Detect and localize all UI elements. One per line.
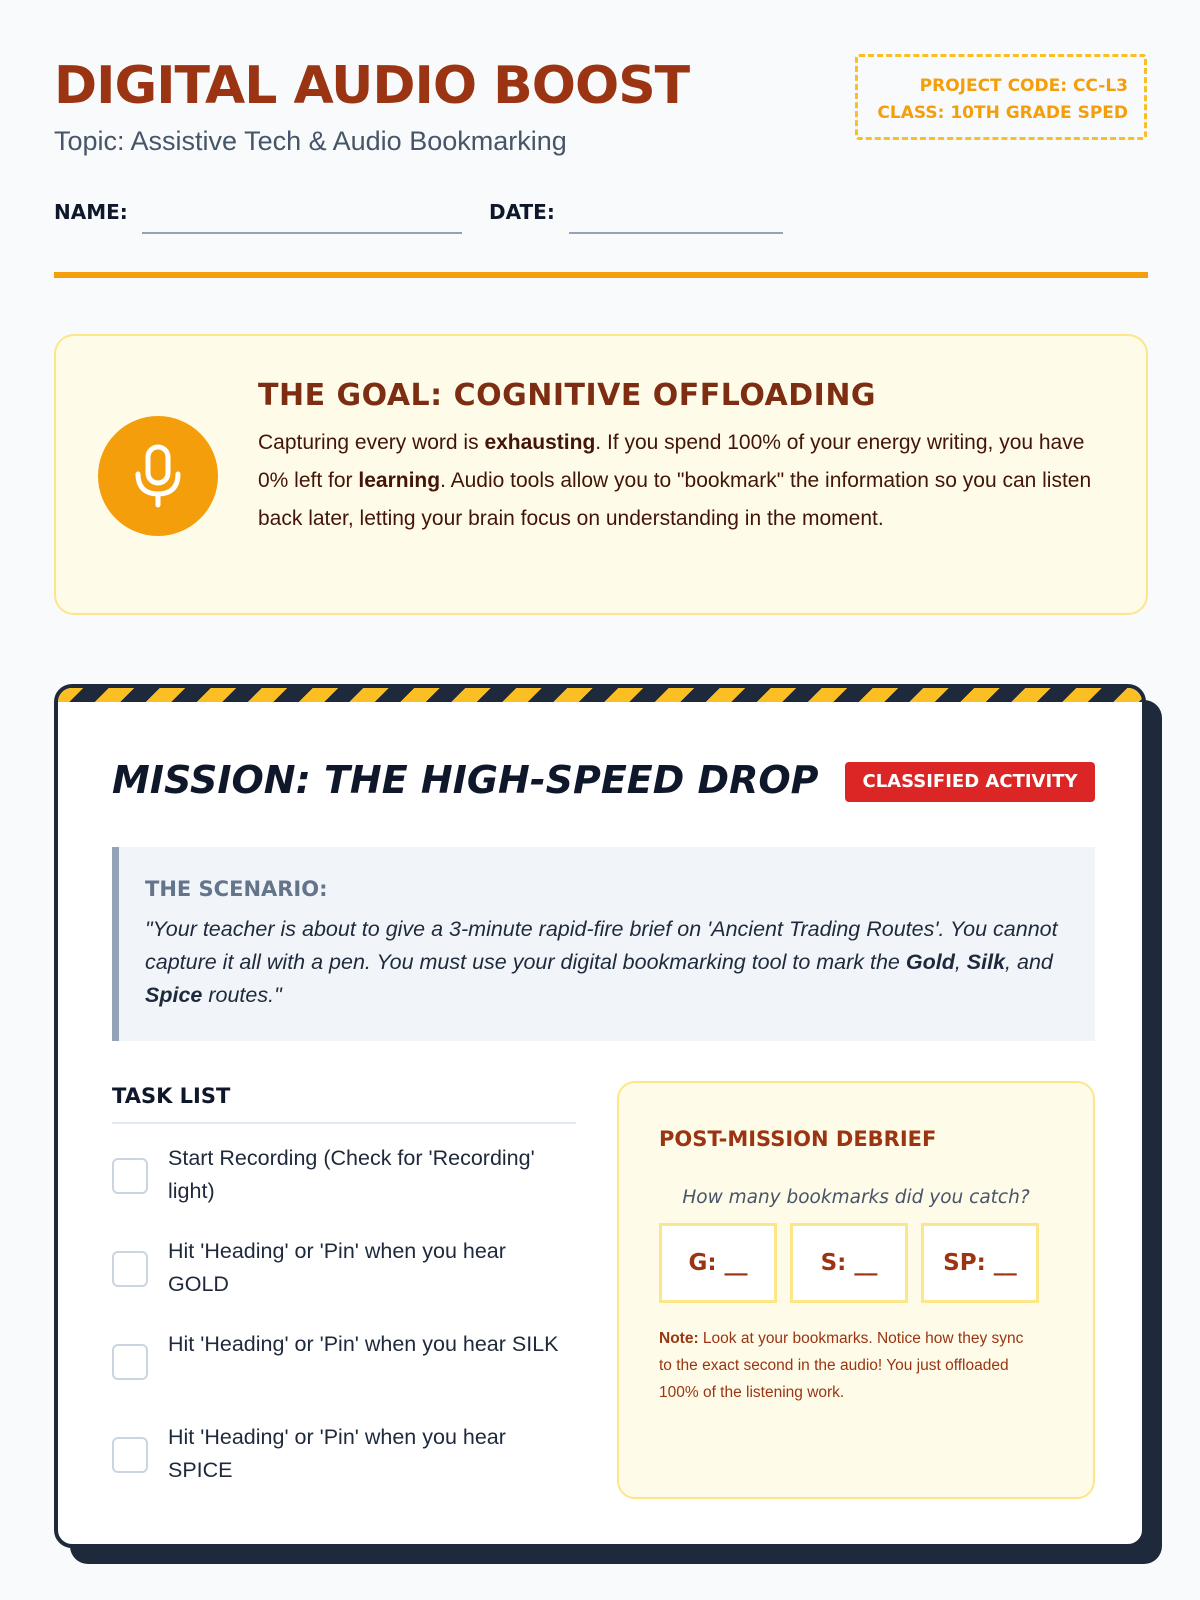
goal-text-part: . Audio tools allow you to "bookmark" the information so you can listen back later, letting your brain focus on understanding in the moment. [258,469,1092,530]
scenario-label: THE SCENARIO: [145,877,328,901]
task-item [112,1421,572,1491]
goal-text-part: Capturing every word is [258,431,485,454]
goal-title: THE GOAL: COGNITIVE OFFLOADING [258,378,877,413]
scenario-text-part: "Your teacher is about to give a 3-minute rapid-fire brief on 'Ancient Trading Routes'. You cannot capture it all with a pen. You must use your digital bookmarking tool to mark the [145,917,1058,974]
project-code: PROJECT CODE: CC-L3 [919,76,1128,96]
note-text: Look at your bookmarks. Notice how they sync to the exact second in the audio! You just offloaded 100% of the listening work. [659,1330,1024,1401]
task-checkbox[interactable] [112,1437,148,1473]
task-item [112,1235,572,1305]
spice-count-field[interactable]: SP: __ [921,1223,1039,1303]
hazard-stripe [58,688,1142,702]
task-item [112,1328,572,1398]
debrief-title: POST-MISSION DEBRIEF [659,1127,937,1151]
goal-emphasis-learning: learning [358,469,441,492]
scenario-text-part: routes." [202,983,282,1007]
header-divider [54,272,1148,278]
task-list-title: TASK LIST [112,1084,231,1108]
task-item [112,1142,572,1212]
task-label: Hit 'Heading' or 'Pin' when you hear SPICE [168,1425,506,1482]
note-label: Note: [659,1330,699,1347]
scenario-gold: Gold [905,950,955,974]
date-label: DATE: [489,200,555,224]
scenario-text [145,913,1075,1012]
task-label: Start Recording (Check for 'Recording' light) [168,1146,535,1203]
class-label: CLASS: 10TH GRADE SPED [877,103,1128,123]
gold-count-field[interactable]: G: __ [659,1223,777,1303]
task-label: Hit 'Heading' or 'Pin' when you hear GOLD [168,1239,506,1296]
name-field[interactable] [142,232,462,234]
scenario-spice: Spice [145,983,203,1007]
classified-badge: CLASSIFIED ACTIVITY [845,762,1095,802]
scenario-silk: Silk [966,950,1006,974]
goal-text [258,424,1118,538]
task-checkbox[interactable] [112,1344,148,1380]
debrief-box [617,1081,1095,1499]
silk-count-field[interactable]: S: __ [790,1223,908,1303]
task-label: Hit 'Heading' or 'Pin' when you hear SILK [168,1332,559,1356]
scenario-box [112,847,1095,1041]
debrief-question: How many bookmarks did you catch? [682,1187,1030,1208]
scenario-text-part: , [954,950,967,974]
page-title: DIGITAL AUDIO BOOST [54,56,690,116]
name-label: NAME: [54,200,128,224]
debrief-note [659,1325,1039,1406]
date-field[interactable] [569,232,783,234]
page-subtitle: Topic: Assistive Tech & Audio Bookmarking [54,126,567,156]
goal-text-part: . If you spend 100% of your energy writing, you have 0% left for [258,431,1085,492]
goal-emphasis-exhausting: exhausting [484,431,596,454]
mission-title: MISSION: THE HIGH-SPEED DROP [112,758,819,802]
microphone-icon [98,416,218,536]
mission-card [54,684,1146,1548]
goal-card [54,334,1148,615]
task-list-divider [112,1122,576,1124]
scenario-text-part: , and [1005,950,1053,974]
task-checkbox[interactable] [112,1158,148,1194]
task-checkbox[interactable] [112,1251,148,1287]
project-info-box [855,54,1147,140]
